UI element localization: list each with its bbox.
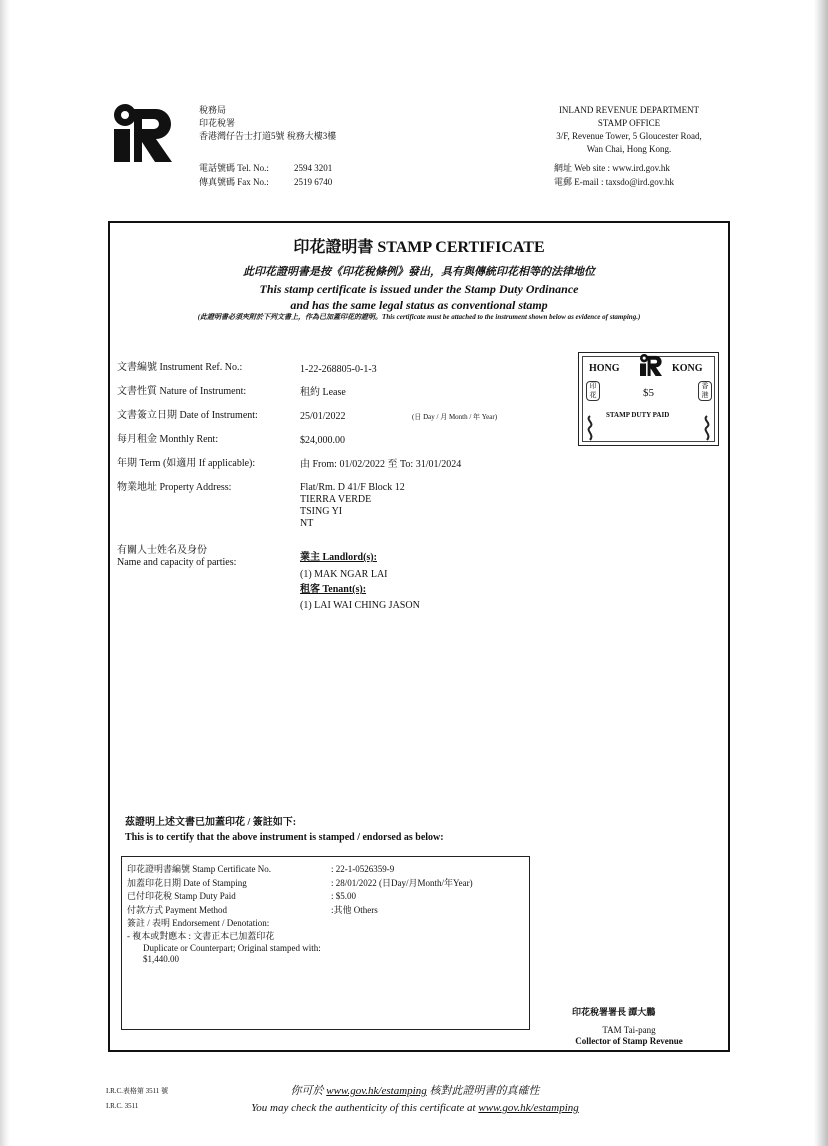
header-dept-en: INLAND REVENUE DEPARTMENT bbox=[558, 105, 700, 115]
instrument-ref-value: 1-22-268805-0-1-3 bbox=[300, 364, 377, 375]
certificate-title: 印花證明書 STAMP CERTIFICATE bbox=[293, 239, 545, 256]
header-tel: 2594 3201 bbox=[294, 163, 333, 173]
form-number-cn: I.R.C.表格第 3511 號 bbox=[106, 1087, 169, 1095]
property-address-label: 物業地址 Property Address: bbox=[117, 482, 232, 493]
authenticity-check-cn bbox=[200, 1085, 630, 1098]
certify-statement-cn: 茲證明上述文書已加蓋印花 / 簽註如下: bbox=[125, 817, 297, 828]
header-fax: 2519 6740 bbox=[294, 177, 333, 187]
header-address-cn: 香港灣仔告士打道5號 稅務大樓3樓 bbox=[199, 131, 337, 141]
header-fax-label: 傳真號碼 Fax No.: bbox=[199, 177, 269, 187]
endorsement-line-3: $1,440.00 bbox=[143, 954, 179, 964]
page-edge-right bbox=[814, 0, 828, 1146]
header-email: 電郵 E-mail : taxsdo@ird.gov.hk bbox=[554, 177, 674, 187]
stamp-amount: $5 bbox=[643, 387, 654, 399]
endorsement-line-1: - 複本或對應本 : 文書正本已加蓋印花 bbox=[127, 931, 275, 941]
duty-paid-value: : $5.00 bbox=[331, 891, 357, 901]
parties-label-en: Name and capacity of parties: bbox=[117, 557, 237, 568]
stamp-kong: KONG bbox=[672, 363, 703, 374]
estamping-link-en[interactable]: www.gov.hk/estamping bbox=[478, 1102, 579, 1114]
monthly-rent-label: 每月租金 Monthly Rent: bbox=[117, 434, 219, 445]
certificate-note: (此證明書必須夾附於下列文書上，作為已加蓋印花的證明。This certificate must be attached to the instrument shown below as evidence of stamping.) bbox=[197, 313, 641, 321]
payment-method-value: :其他 Others bbox=[331, 905, 378, 915]
property-address-line-2: TIERRA VERDE bbox=[300, 494, 372, 505]
stamping-date-value: : 28/01/2022 (日Day/月Month/年Year) bbox=[331, 878, 473, 888]
signature-title-en: Collector of Stamp Revenue bbox=[575, 1036, 683, 1046]
signature-name: TAM Tai-pang bbox=[602, 1025, 656, 1035]
authenticity-check-cn-pre: 你可於 bbox=[290, 1085, 327, 1097]
cert-no-label: 印花證明書編號 Stamp Certificate No. bbox=[127, 864, 271, 874]
authenticity-check-en bbox=[200, 1102, 630, 1115]
header-office-cn: 印花稅署 bbox=[199, 118, 236, 128]
header-address-en-2: Wan Chai, Hong Kong. bbox=[586, 144, 672, 154]
property-address-line-3: TSING YI bbox=[300, 506, 343, 517]
ird-logo bbox=[112, 104, 174, 162]
certificate-subtitle-cn: 此印花證明書是按《印花稅條例》發出，具有與傳統印花相等的法律地位 bbox=[243, 266, 595, 278]
instrument-nature-value: 租約 Lease bbox=[300, 387, 346, 398]
header-office-en: STAMP OFFICE bbox=[597, 118, 661, 128]
endorsement-line-2: Duplicate or Counterpart; Original stamped with: bbox=[143, 943, 321, 953]
header-dept-cn: 稅務局 bbox=[199, 105, 227, 115]
certify-statement-en: This is to certify that the above instrument is stamped / endorsed as below: bbox=[125, 832, 444, 843]
monthly-rent-value: $24,000.00 bbox=[300, 435, 345, 446]
tenant-name: (1) LAI WAI CHING JASON bbox=[300, 600, 420, 611]
certificate-subtitle-en-2: and has the same legal status as conventional stamp bbox=[290, 298, 548, 312]
stamp-ird-logo bbox=[637, 354, 665, 376]
term-label: 年期 Term (如適用 If applicable): bbox=[117, 458, 256, 469]
property-address-line-1: Flat/Rm. D 41/F Block 12 bbox=[300, 482, 405, 493]
landlord-label: 業主 Landlord(s): bbox=[300, 552, 377, 563]
term-value: 由 From: 01/02/2022 至 To: 31/01/2024 bbox=[300, 459, 462, 470]
header-tel-label: 電話號碼 Tel. No.: bbox=[199, 163, 269, 173]
instrument-date-label: 文書簽立日期 Date of Instrument: bbox=[117, 410, 258, 421]
property-address-line-4: NT bbox=[300, 518, 314, 529]
endorsement-label: 簽註 / 表明 Endorsement / Denotation: bbox=[127, 918, 270, 928]
duty-paid-label: 已付印花稅 Stamp Duty Paid bbox=[127, 891, 236, 901]
authenticity-check-en-pre: You may check the authenticity of this certificate at bbox=[251, 1102, 479, 1114]
form-number-en: I.R.C. 3511 bbox=[106, 1102, 139, 1110]
page-edge-left bbox=[0, 0, 10, 1146]
instrument-date-value: 25/01/2022 bbox=[300, 411, 346, 422]
parties-label-cn: 有關人士姓名及身份 bbox=[117, 545, 207, 556]
header-website: 網址 Web site : www.ird.gov.hk bbox=[554, 163, 670, 173]
cert-no-value: : 22-1-0526359-9 bbox=[331, 864, 395, 874]
stamp-ornament-right bbox=[700, 415, 714, 441]
stamp-caption: STAMP DUTY PAID bbox=[606, 411, 670, 419]
date-format-hint: (日 Day / 月 Month / 年 Year) bbox=[412, 413, 498, 421]
instrument-nature-label: 文書性質 Nature of Instrument: bbox=[117, 386, 247, 397]
stamp-left-tag: 印花 bbox=[586, 381, 600, 401]
stamp-right-tag: 香港 bbox=[698, 381, 712, 401]
stamp-hong: HONG bbox=[589, 363, 620, 374]
stamp-ornament-left bbox=[583, 415, 597, 441]
instrument-ref-label: 文書編號 Instrument Ref. No.: bbox=[117, 362, 243, 373]
authenticity-check-cn-post: 核對此證明書的真確性 bbox=[426, 1085, 540, 1097]
landlord-name: (1) MAK NGAR LAI bbox=[300, 569, 388, 580]
tenant-label: 租客 Tenant(s): bbox=[300, 584, 367, 595]
signature-title-cn: 印花稅署署長 譚大鵬 bbox=[572, 1007, 656, 1017]
payment-method-label: 付款方式 Payment Method bbox=[127, 905, 227, 915]
header-address-en-1: 3/F, Revenue Tower, 5 Gloucester Road, bbox=[556, 131, 702, 141]
stamping-date-label: 加蓋印花日期 Date of Stamping bbox=[127, 878, 247, 888]
estamping-link-cn[interactable]: www.gov.hk/estamping bbox=[326, 1085, 427, 1097]
certificate-subtitle-en-1: This stamp certificate is issued under the Stamp Duty Ordinance bbox=[259, 282, 579, 296]
